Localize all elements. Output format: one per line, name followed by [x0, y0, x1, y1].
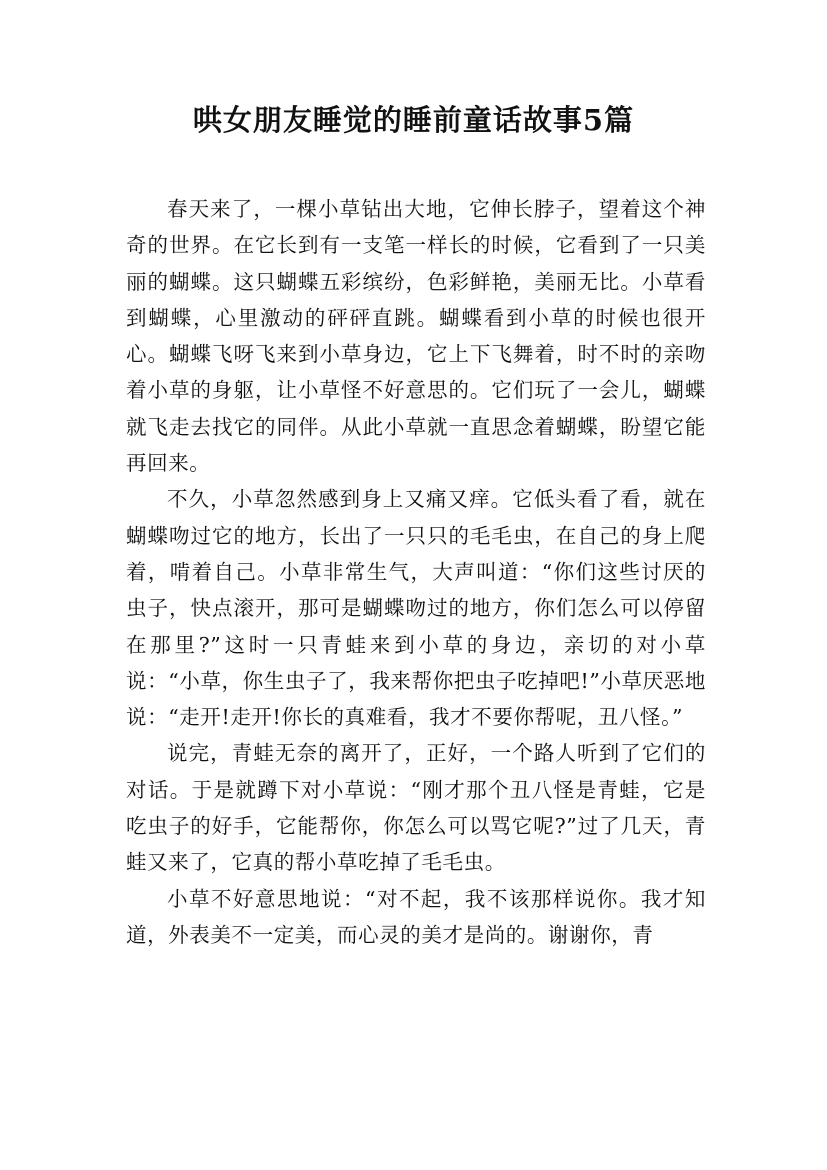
paragraph-3: 说完，青蛙无奈的离开了，正好，一个路人听到了它们的对话。于是就蹲下对小草说：“刚才那个丑八怪是青蛙，它是吃虫子的好手，它能帮你，你怎么可以骂它呢?”过了几天，青蛙又来了，它真的帮小草吃掉了毛毛虫。	[126, 741, 706, 875]
paragraph-4: 小草不好意思地说：“对不起，我不该那样说你。我才知道，外表美不一定美，而心灵的美才是尚的。谢谢你，青	[126, 886, 706, 947]
paragraph-2: 不久，小草忽然感到身上又痛又痒。它低头看了看，就在蝴蝶吻过它的地方，长出了一只只的毛毛虫，在自己的身上爬着，啃着自己。小草非常生气，大声叫道：“你们这些讨厌的虫子，快点滚开，那可是蝴蝶吻过的地方，你们怎么可以停留在那里?”这时一只青蛙来到小草的身边，亲切的对小草说：“小草，你生虫子了，我来帮你把虫子吃掉吧!”小草厌恶地说：“走开!走开!你长的真难看，我才不要你帮呢，丑八怪。”	[126, 487, 706, 730]
document-body	[126, 191, 706, 953]
document-title: 哄女朋友睡觉的睡前童话故事5篇	[192, 103, 635, 137]
paragraph-1: 春天来了，一棵小草钻出大地，它伸长脖子，望着这个神奇的世界。在它长到有一支笔一样长的时候，它看到了一只美丽的蝴蝶。这只蝴蝶五彩缤纷，色彩鲜艳，美丽无比。小草看到蝴蝶，心里激动的砰砰直跳。蝴蝶看到小草的时候也很开心。蝴蝶飞呀飞来到小草身边，它上下飞舞着，时不时的亲吻着小草的身躯，让小草怪不好意思的。它们玩了一会儿，蝴蝶就飞走去找它的同伴。从此小草就一直思念着蝴蝶，盼望它能再回来。	[126, 197, 706, 476]
